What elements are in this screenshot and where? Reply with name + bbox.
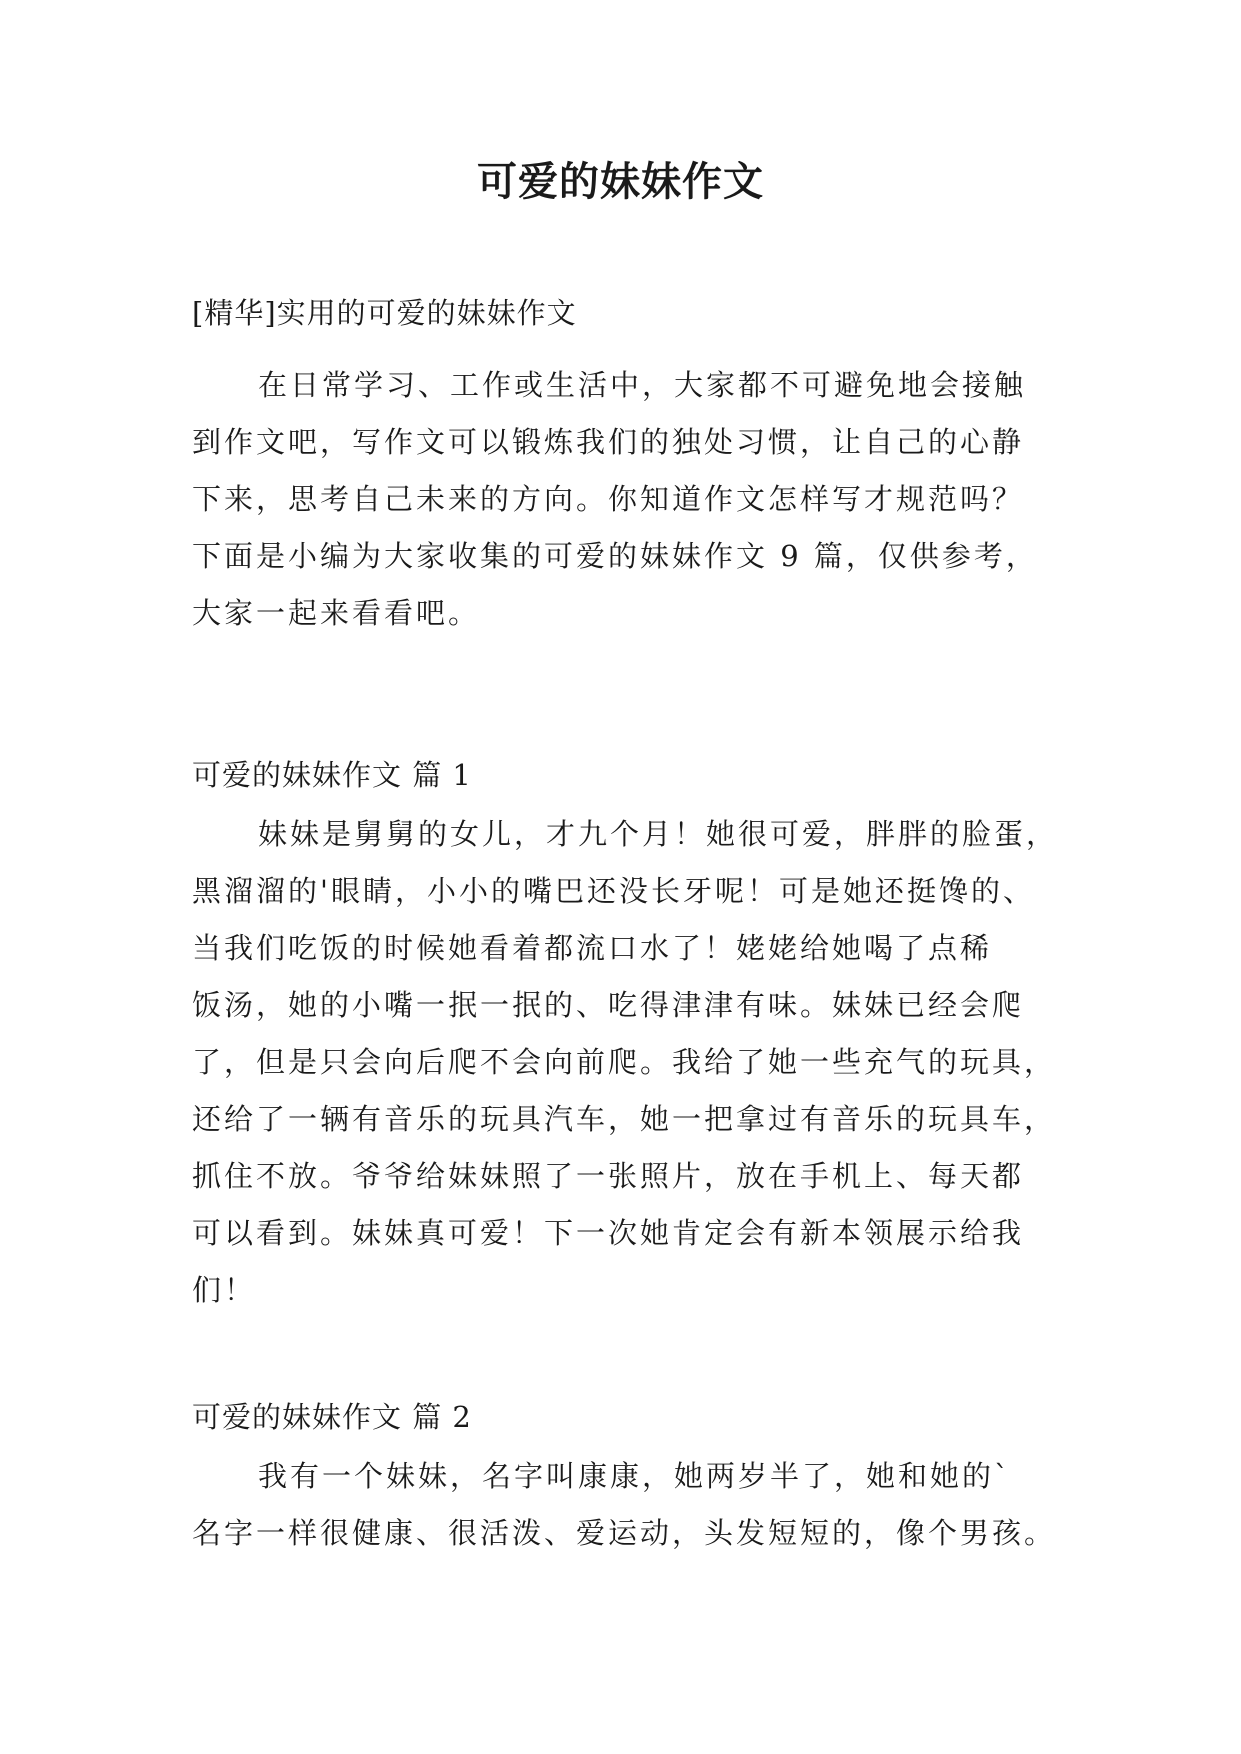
document-title: 可爱的妹妹作文 — [477, 158, 764, 205]
paragraph-line: 抓住不放。爷爷给妹妹照了一张照片，放在手机上、每天都 — [192, 1159, 1025, 1193]
section-paragraph — [192, 806, 1072, 1319]
document-subtitle: [精华]实用的可爱的妹妹作文 — [192, 296, 577, 330]
paragraph-line: 可以看到。妹妹真可爱！下一次她肯定会有新本领展示给我 — [192, 1216, 1025, 1250]
paragraph-line: 名字一样很健康、很活泼、爱运动，头发短短的，像个男孩。 — [192, 1516, 1057, 1550]
paragraph-line: 大家一起来看看吧。 — [192, 596, 481, 630]
section-heading: 可爱的妹妹作文 篇 2 — [192, 1400, 472, 1434]
paragraph-line: 了，但是只会向后爬不会向前爬。我给了她一些充气的玩具， — [192, 1045, 1057, 1079]
paragraph-line: 我有一个妹妹，名字叫康康，她两岁半了，她和她的` — [258, 1459, 1012, 1493]
paragraph-line: 妹妹是舅舅的女儿，才九个月！她很可爱，胖胖的脸蛋， — [258, 817, 1059, 851]
paragraph-line: 还给了一辆有音乐的玩具汽车，她一把拿过有音乐的玩具车， — [192, 1102, 1057, 1136]
paragraph-line: 饭汤，她的小嘴一抿一抿的、吃得津津有味。妹妹已经会爬 — [192, 988, 1025, 1022]
paragraph-line: 在日常学习、工作或生活中，大家都不可避免地会接触 — [258, 368, 1027, 402]
paragraph-line: 下面是小编为大家收集的可爱的妹妹作文 9 篇，仅供参考， — [192, 539, 1038, 573]
section-paragraph — [192, 1448, 1072, 1562]
paragraph-line: 黑溜溜的'眼睛，小小的嘴巴还没长牙呢！可是她还挺馋的、 — [192, 874, 1035, 908]
paragraph-line: 到作文吧，写作文可以锻炼我们的独处习惯，让自己的心静 — [192, 425, 1025, 459]
paragraph-line: 下来，思考自己未来的方向。你知道作文怎样写才规范吗？ — [192, 482, 1025, 516]
section-heading: 可爱的妹妹作文 篇 1 — [192, 758, 472, 792]
paragraph-line: 们！ — [192, 1273, 257, 1307]
paragraph-line: 当我们吃饭的时候她看着都流口水了！姥姥给她喝了点稀 — [192, 931, 993, 965]
intro-paragraph — [192, 357, 1072, 642]
